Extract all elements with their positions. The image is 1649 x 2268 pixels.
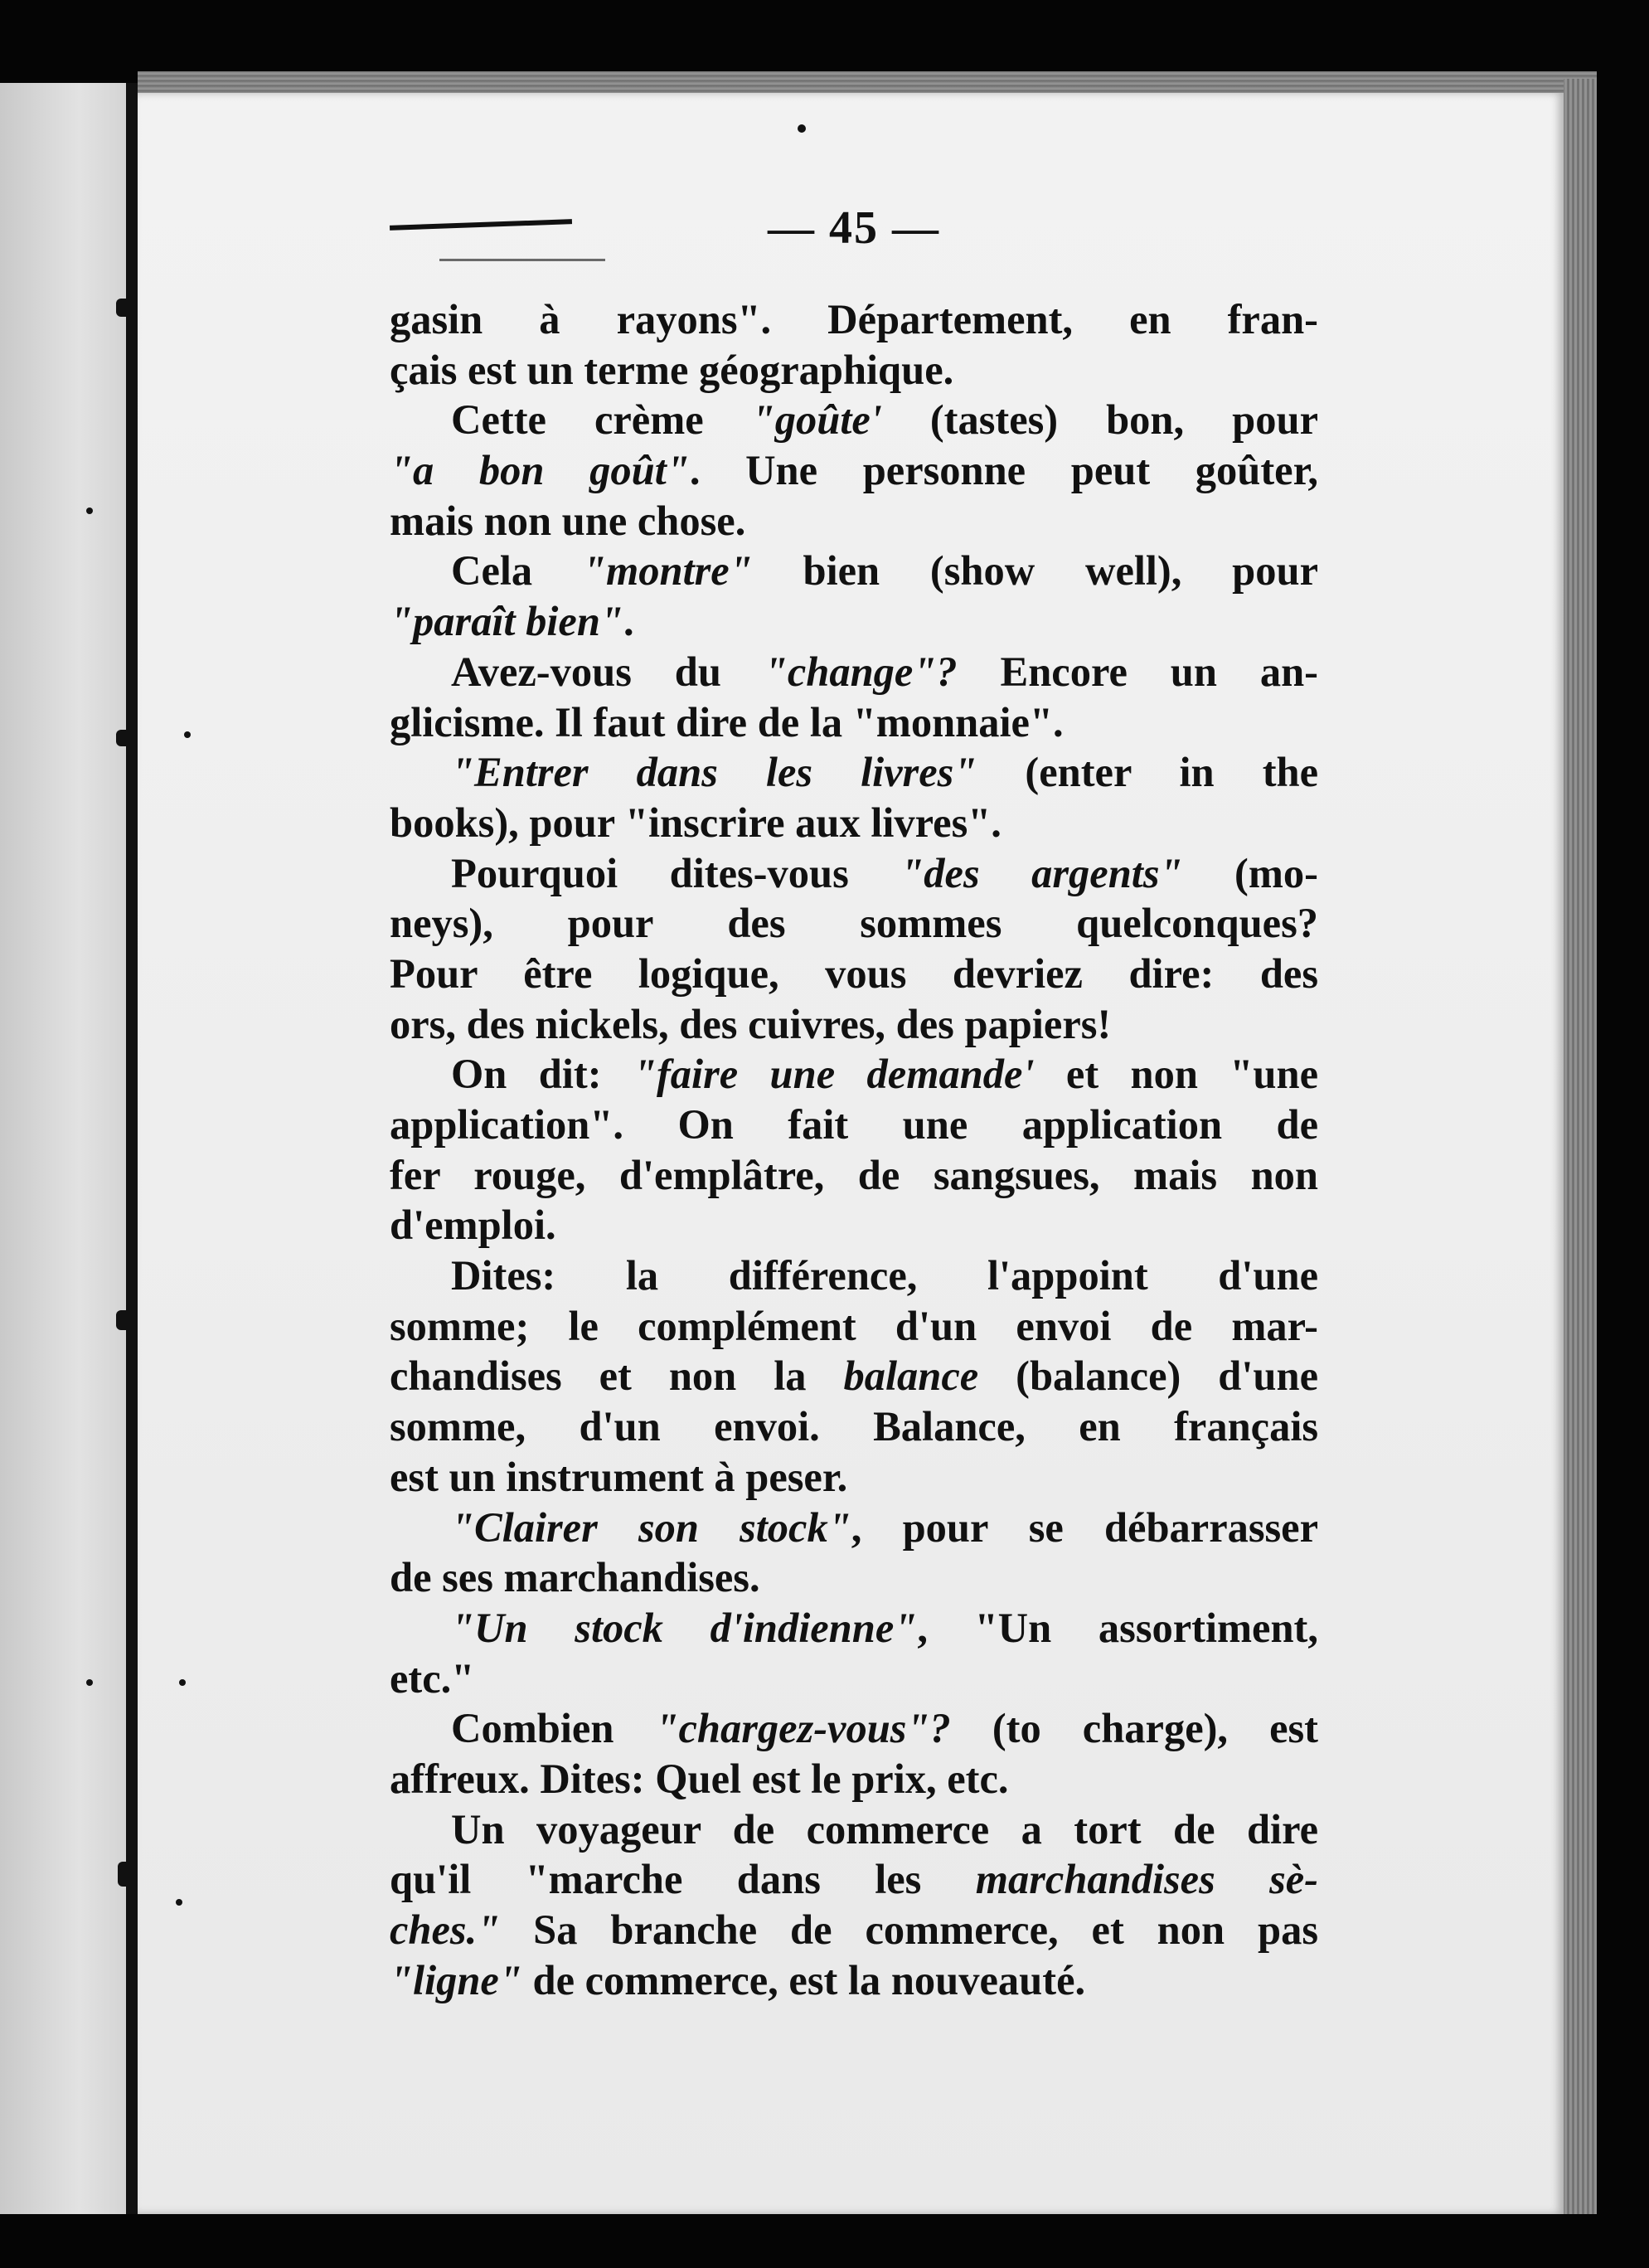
italic-text: "change"? [764, 648, 958, 695]
text-line [390, 747, 1318, 798]
text-line [390, 1955, 1318, 2006]
text-line [390, 1703, 1318, 1754]
paragraph [390, 747, 1318, 847]
speck [176, 1899, 182, 1906]
paragraph [390, 1603, 1318, 1703]
text-run: bien (show well), pour [752, 547, 1318, 595]
italic-text: ches." [390, 1906, 501, 1953]
text-run: (mo- [1182, 849, 1318, 896]
text-line [390, 1603, 1318, 1654]
text-line [390, 999, 1318, 1050]
text-line [390, 1150, 1318, 1201]
text-line [390, 1854, 1318, 1905]
text-run: Pour être logique, vous devriez dire: des [390, 949, 1318, 997]
text-run: neys), pour des sommes quelconques? [390, 900, 1318, 947]
text-run: somme; le complément d'un envoi de mar- [390, 1302, 1318, 1349]
text-line [390, 294, 1318, 345]
paragraph [390, 546, 1318, 646]
italic-text: balance [843, 1353, 979, 1400]
text-line [390, 1754, 1318, 1804]
text-line [390, 1552, 1318, 1603]
text-line [390, 395, 1318, 445]
text-run: . Une personne peut goûter, [689, 447, 1318, 494]
text-run: Cela [451, 547, 583, 595]
page-stack-top-edge [138, 71, 1597, 93]
text-line [390, 1100, 1318, 1150]
text-run: qu'il "marche dans les [390, 1856, 976, 1903]
text-line [390, 1351, 1318, 1401]
italic-text: "Un stock d'indienne" [451, 1604, 918, 1651]
text-run: Un voyageur de commerce a tort de dire [451, 1805, 1318, 1853]
text-run: Combien [451, 1705, 656, 1752]
speck [179, 1679, 186, 1686]
text-run: chandises et non la [390, 1353, 844, 1400]
text-run: Encore un an- [957, 648, 1318, 695]
italic-text: "chargez-vous"? [655, 1705, 951, 1752]
text-run: fer rouge, d'emplâtre, de sangsues, mais non [390, 1151, 1318, 1198]
text-line [390, 1401, 1318, 1452]
text-line [390, 647, 1318, 697]
italic-text: "des argents" [900, 849, 1183, 896]
paragraph [390, 1503, 1318, 1603]
text-run: , "Un assortiment, [917, 1604, 1319, 1651]
italic-text: "paraît bien" [390, 598, 623, 645]
text-run: glicisme. Il faut dire de la "monnaie". [390, 698, 1064, 745]
text-line [390, 496, 1318, 546]
text-run: ors, des nickels, des cuivres, des papiers! [390, 1000, 1112, 1047]
header-rule-left-short [439, 259, 605, 261]
text-line [390, 1200, 1318, 1251]
text-run: Dites: la différence, l'appoint d'une [451, 1252, 1318, 1299]
page-number: — 45 — [768, 202, 940, 254]
speck [86, 508, 93, 514]
text-run: çais est un terme géographique. [390, 346, 954, 393]
text-run: et non "une [1034, 1051, 1319, 1098]
text-line [390, 1452, 1318, 1503]
text-line [390, 1804, 1318, 1855]
text-line [390, 1654, 1318, 1704]
italic-text: "Clairer son stock" [451, 1503, 851, 1551]
text-run: (tastes) bon, pour [881, 396, 1318, 444]
page-stack-right-edge [1564, 79, 1597, 2214]
text-run: books), pour "inscrire aux livres". [390, 799, 1002, 846]
paragraph [390, 1251, 1318, 1502]
text-run: etc." [390, 1654, 475, 1702]
paragraph [390, 294, 1318, 395]
speck [184, 731, 191, 738]
body-text [390, 294, 1318, 2005]
text-line [390, 798, 1318, 848]
text-line [390, 898, 1318, 949]
text-line [390, 1049, 1318, 1100]
text-run: mais non une chose. [390, 497, 746, 544]
text-run: (balance) d'une [978, 1353, 1318, 1400]
text-run: de ses marchandises. [390, 1554, 760, 1601]
text-run: Sa branche de commerce, et non pas [500, 1906, 1318, 1953]
text-line [390, 345, 1318, 396]
italic-text: "Entrer dans les livres" [451, 749, 977, 796]
left-page-edge [0, 83, 133, 2214]
speck [798, 124, 806, 133]
italic-text: "faire une demande' [633, 1051, 1035, 1098]
italic-text: "montre" [582, 547, 753, 595]
text-line [390, 697, 1318, 748]
text-run: (enter in the [977, 749, 1319, 796]
paragraph [390, 395, 1318, 546]
text-run: (to charge), est [950, 1705, 1318, 1752]
text-line [390, 1301, 1318, 1352]
italic-text: "a bon goût" [390, 447, 690, 494]
text-run: affreux. Dites: Quel est le prix, etc. [390, 1755, 1009, 1802]
paragraph [390, 647, 1318, 747]
text-run: application". On fait une application de [390, 1101, 1318, 1148]
text-line [390, 1905, 1318, 1955]
text-run: Avez-vous du [451, 648, 764, 695]
text-run: de commerce, est la nouveauté. [521, 1956, 1086, 2003]
text-line [390, 848, 1318, 899]
binding-gutter [126, 83, 138, 2214]
text-line [390, 1503, 1318, 1553]
italic-text: marchandises sè- [975, 1856, 1318, 1903]
text-line [390, 445, 1318, 496]
italic-text: "ligne" [390, 1956, 522, 2003]
paragraph [390, 1703, 1318, 1804]
text-run: On dit: [451, 1051, 633, 1098]
text-run: d'emploi. [390, 1202, 556, 1249]
paragraph [390, 848, 1318, 1050]
text-run: , pour se débarrasser [851, 1503, 1319, 1551]
speck [86, 1679, 93, 1686]
text-run: Cette crème [451, 396, 752, 444]
text-run: . [623, 598, 634, 645]
text-run: est un instrument à peser. [390, 1453, 848, 1500]
text-line [390, 596, 1318, 647]
text-run: gasin à rayons". Département, en fran- [390, 296, 1318, 342]
text-line [390, 546, 1318, 596]
paragraph [390, 1804, 1318, 2006]
text-run: Pourquoi dites-vous [451, 849, 901, 896]
paragraph [390, 1049, 1318, 1251]
text-line [390, 1251, 1318, 1301]
text-run: somme, d'un envoi. Balance, en français [390, 1403, 1318, 1450]
italic-text: "goûte' [751, 396, 882, 444]
text-line [390, 949, 1318, 999]
